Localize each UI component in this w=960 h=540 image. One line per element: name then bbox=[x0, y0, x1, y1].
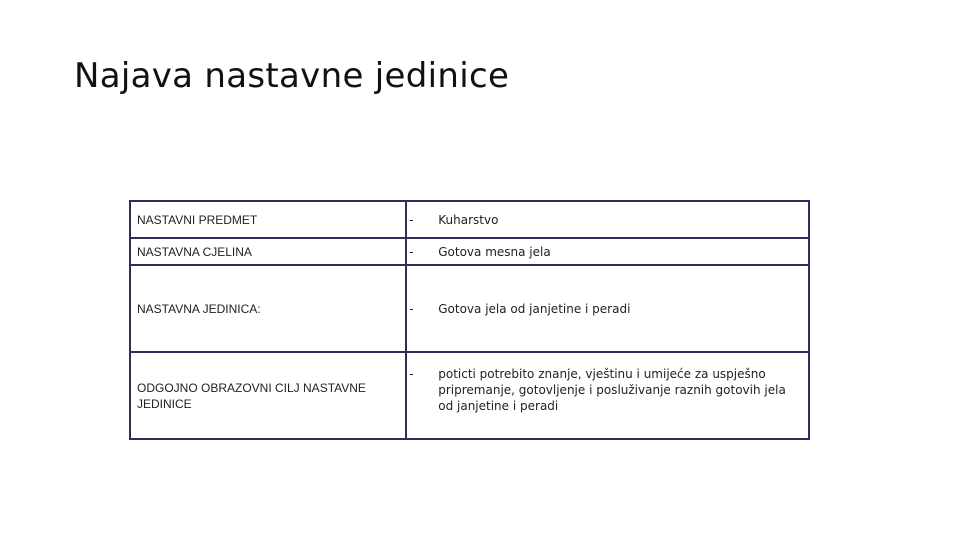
dash-separator: - bbox=[409, 366, 414, 381]
row-value-cell bbox=[406, 238, 809, 265]
dash-separator: - bbox=[409, 301, 414, 316]
row-value-cell bbox=[406, 265, 809, 352]
row-value: Kuharstvo bbox=[438, 212, 499, 227]
row-value: Gotova jela od janjetine i peradi bbox=[438, 301, 631, 316]
row-value: poticti potrebito znanje, vještinu i umijeće za uspješno pripremanje, gotovljenje i posluživanje raznih gotovih jela od janjetine i peradi bbox=[438, 366, 786, 413]
row-value-cell bbox=[406, 352, 809, 439]
row-label: NASTAVNI PREDMET bbox=[130, 201, 406, 238]
lesson-info-table bbox=[129, 200, 810, 440]
slide-title: Najava nastavne jedinice bbox=[74, 56, 510, 96]
dash-separator: - bbox=[409, 244, 414, 259]
row-value-cell bbox=[406, 201, 809, 238]
row-label: NASTAVNA CJELINA bbox=[130, 238, 406, 265]
table-row bbox=[130, 265, 809, 352]
row-label: NASTAVNA JEDINICA: bbox=[130, 265, 406, 352]
row-value: Gotova mesna jela bbox=[438, 244, 551, 259]
table-row bbox=[130, 238, 809, 265]
row-label: ODGOJNO OBRAZOVNI CILJ NASTAVNE JEDINICE bbox=[130, 352, 406, 439]
dash-separator: - bbox=[409, 212, 414, 227]
table-row bbox=[130, 201, 809, 238]
table-row bbox=[130, 352, 809, 439]
